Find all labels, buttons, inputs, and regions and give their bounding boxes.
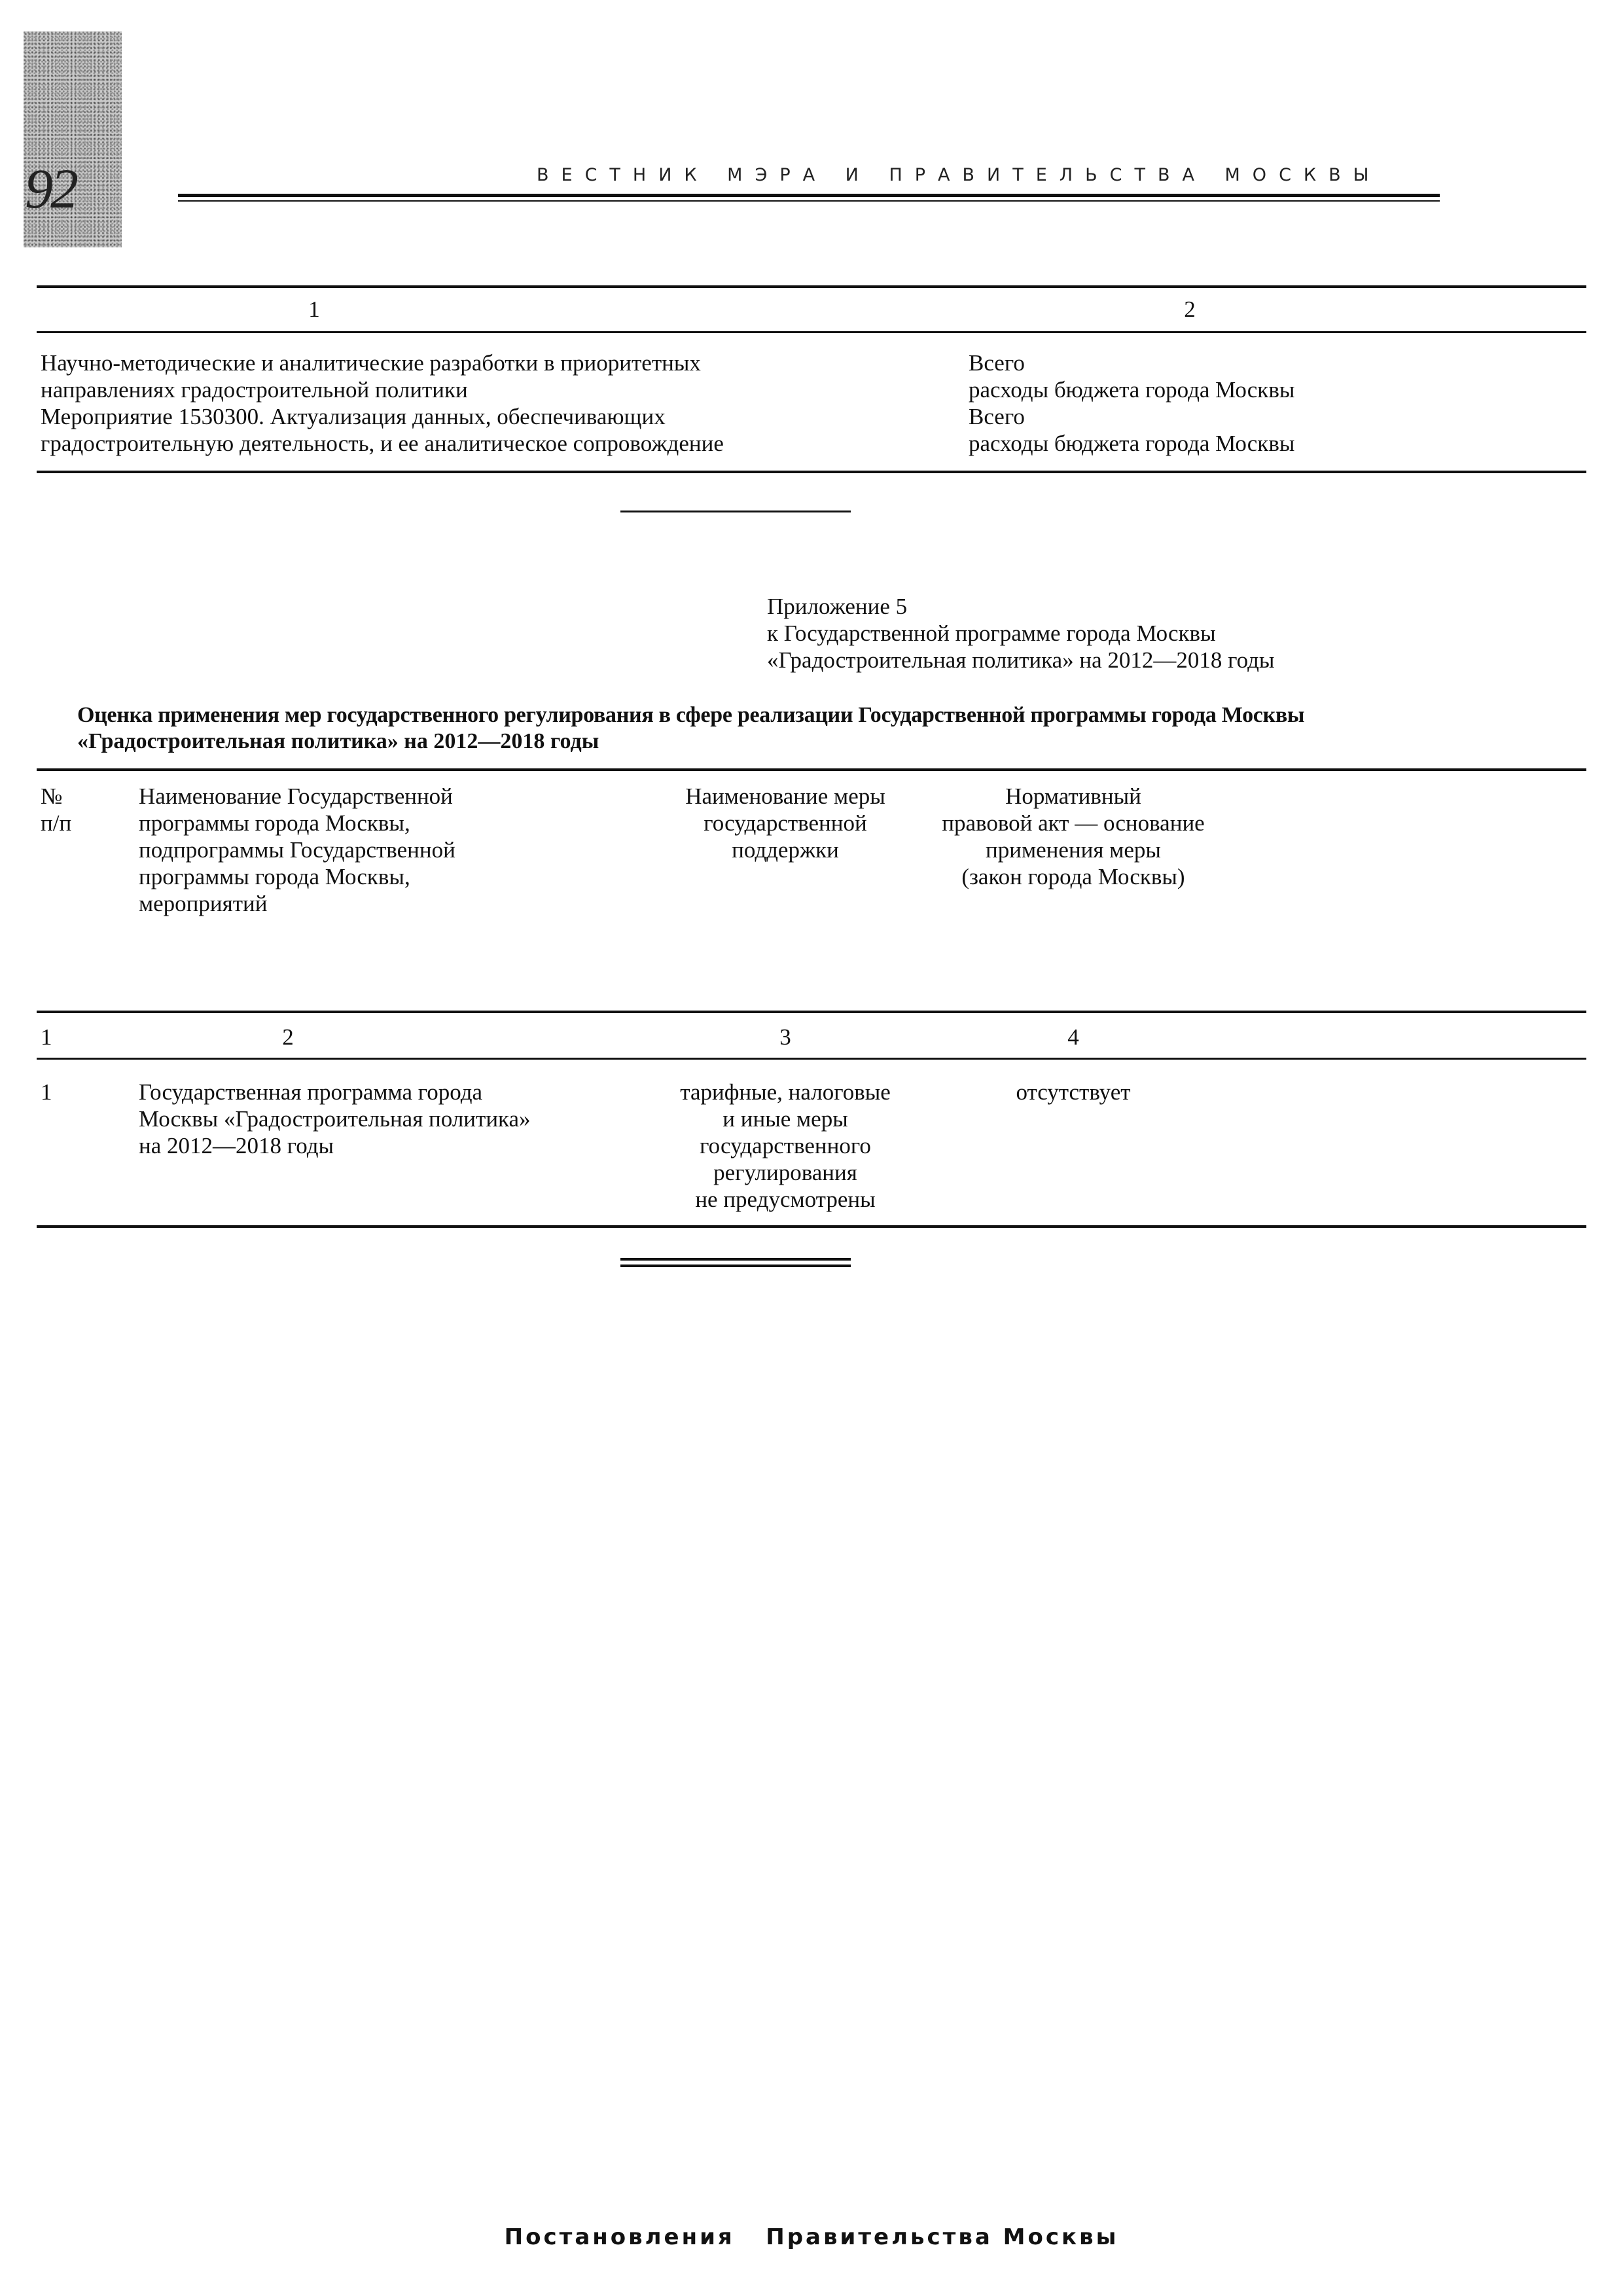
table2-header-col3-line-2: государственной (704, 810, 867, 836)
appendix-line-2: к Государственной программе города Москвы (767, 620, 1216, 646)
table2-number-2: 2 (282, 1024, 294, 1050)
header-rule-thin (178, 200, 1440, 202)
table2-number-1: 1 (41, 1024, 52, 1050)
journal-title: ВЕСТНИК МЭРА И ПРАВИТЕЛЬСТВА МОСКВЫ (537, 165, 1382, 185)
header-rule-thick (178, 194, 1440, 197)
table2-header-col2-line-5: мероприятий (139, 891, 268, 916)
table2-header-col2-line-2: программы города Москвы, (139, 810, 410, 836)
appendix-line-1: Приложение 5 (767, 594, 908, 619)
table1-right-line-2: расходы бюджета города Москвы (969, 377, 1295, 403)
table1-right-line-1: Всего (969, 350, 1025, 376)
table1-col2-header: 2 (1184, 296, 1196, 322)
table2-row-act: отсутствует (1016, 1079, 1131, 1105)
table1-right-line-4: расходы бюджета города Москвы (969, 431, 1295, 456)
table2-header-col2-line-3: подпрограммы Государственной (139, 837, 455, 863)
table2-header-col1-line-2: п/п (41, 810, 72, 836)
table1-col1-header: 1 (308, 296, 320, 322)
table2-header-col4-line-1: Нормативный (1005, 783, 1141, 809)
table2-header-rule (37, 1011, 1586, 1013)
table2-row-name-line-1: Государственная программа города (139, 1079, 483, 1105)
end-divider-bottom (620, 1265, 851, 1267)
table2-number-4: 4 (1067, 1024, 1079, 1050)
document-title-line-2: «Градостроительная политика» на 2012—2018 годы (77, 729, 599, 753)
table2-header-col2-line-4: программы города Москвы, (139, 864, 410, 889)
table2-row-name-line-2: Москвы «Градостроительная политика» (139, 1106, 531, 1132)
page-number: 92 (25, 157, 76, 220)
table2-header-col4-line-3: применения меры (986, 837, 1161, 863)
table2-header-col1-line-1: № (41, 783, 63, 809)
table1-header-rule (37, 331, 1586, 333)
table2-row-measure-line-1: тарифные, налоговые (680, 1079, 891, 1105)
table1-top-rule (37, 285, 1586, 288)
table2-header-col4-line-2: правовой акт — основание (942, 810, 1205, 836)
table2-row-measure-line-5: не предусмотрены (695, 1187, 876, 1212)
table1-bottom-rule (37, 471, 1586, 473)
appendix-line-3: «Градостроительная политика» на 2012—2018 годы (767, 647, 1275, 673)
table2-header-col2-line-1: Наименование Государственной (139, 783, 453, 809)
table2-row-num: 1 (41, 1079, 52, 1105)
table2-header-col4-line-4: (закон города Москвы) (961, 864, 1185, 889)
section-divider (620, 511, 851, 512)
table1-left-line-1: Научно-методические и аналитические разработки в приоритетных (41, 350, 701, 376)
table2-number-3: 3 (779, 1024, 791, 1050)
end-divider-top (620, 1258, 851, 1261)
table1-left-line-2: направлениях градостроительной политики (41, 377, 468, 403)
table2-top-rule (37, 768, 1586, 771)
table2-row-name-line-3: на 2012—2018 годы (139, 1133, 334, 1158)
table1-left-line-4: градостроительную деятельность, и ее аналитическое сопровождение (41, 431, 724, 456)
table2-header-col3-line-1: Наименование меры (685, 783, 885, 809)
table2-row-measure-line-3: государственного (700, 1133, 871, 1158)
table2-numbers-rule (37, 1058, 1586, 1060)
table2-header-col3-line-3: поддержки (732, 837, 839, 863)
table1-left-line-3: Мероприятие 1530300. Актуализация данных, обеспечивающих (41, 404, 666, 429)
table2-bottom-rule (37, 1225, 1586, 1228)
document-title-line-1: Оценка применения мер государственного регулирования в сфере реализации Государственной программы города Москвы (77, 703, 1305, 727)
table2-row-measure-line-2: и иные меры (722, 1106, 848, 1132)
table2-row-measure-line-4: регулирования (713, 1160, 857, 1185)
footer-section-title: Постановления Правительства Москвы (504, 2224, 1119, 2250)
table1-right-line-3: Всего (969, 404, 1025, 429)
